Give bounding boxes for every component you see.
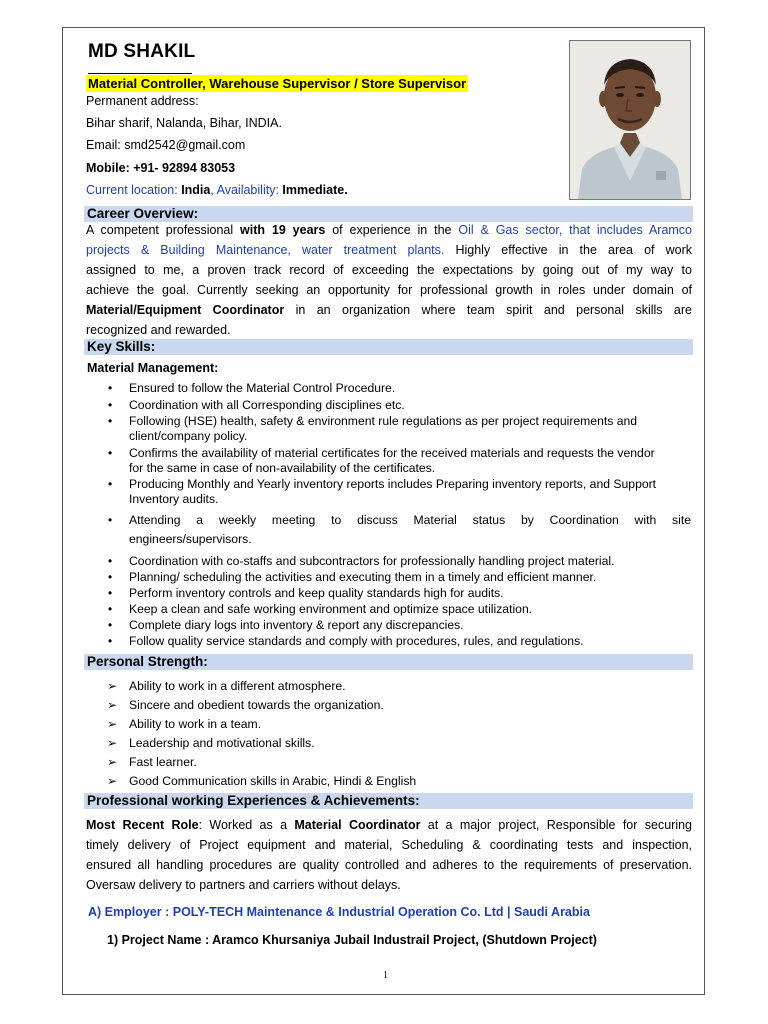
- strength-item: Good Communication skills in Arabic, Hindi & English: [129, 774, 417, 788]
- career-line: A competent professional with 19 years of experience in the Oil & Gas sector, that includes Aramco: [86, 223, 693, 237]
- career-line: Material/Equipment Coordinator in an organization where team spirit and personal skills are: [86, 303, 692, 317]
- skill-item: Planning/ scheduling the activities and executing them in a timely and efficient manner.: [129, 570, 597, 584]
- bullet-icon: •: [108, 398, 113, 412]
- availability-label: , Availability:: [210, 183, 283, 197]
- permanent-address-label: Permanent address:: [86, 94, 199, 108]
- profile-photo: [569, 40, 691, 200]
- arrow-bullet-icon: ➢: [107, 679, 118, 693]
- skill-item-cont: engineers/supervisors.: [129, 532, 252, 546]
- bullet-icon: •: [108, 446, 113, 460]
- recent-role-text: [86, 815, 692, 895]
- bullet-icon: •: [108, 570, 113, 584]
- role-line: ensured all handling procedures are quality controlled and adheres to the requirements of preservation.: [86, 858, 692, 872]
- mobile-line: Mobile: +91- 92894 83053: [86, 161, 236, 175]
- arrow-bullet-icon: ➢: [107, 717, 118, 731]
- strength-item: Sincere and obedient towards the organization.: [129, 698, 384, 712]
- skill-item: Producing Monthly and Yearly inventory reports includes Preparing inventory reports, and Support: [129, 477, 657, 491]
- section-personal-strength: Personal Strength:: [84, 654, 693, 670]
- skill-item: Perform inventory controls and keep quality standards high for audits.: [129, 586, 504, 600]
- career-line: assigned to me, a proven track record of exceeding the expectations by going out of my way to: [86, 263, 692, 277]
- bullet-icon: •: [108, 381, 113, 395]
- section-career-overview: Career Overview:: [84, 206, 693, 222]
- arrow-bullet-icon: ➢: [107, 774, 118, 788]
- strength-item: Fast learner.: [129, 755, 197, 769]
- career-line: recognized and rewarded.: [86, 323, 231, 337]
- arrow-bullet-icon: ➢: [107, 736, 118, 750]
- bullet-icon: •: [108, 554, 113, 568]
- skill-item-cont: for the same in case of non-availability of the certificates.: [129, 461, 436, 475]
- bullet-icon: •: [108, 634, 113, 648]
- job-title: Material Controller, Warehouse Supervisor / Store Supervisor: [88, 76, 467, 91]
- skill-item: Follow quality service standards and comply with procedures, rules, and regulations.: [129, 634, 584, 648]
- skill-item: Coordination with co-staffs and subcontractors for professionally handling project material.: [129, 554, 615, 568]
- skill-item: Attending a weekly meeting to discuss Material status by Coordination with site: [129, 513, 691, 527]
- skill-item-cont: Inventory audits.: [129, 492, 219, 506]
- skill-item: Keep a clean and safe working environment and optimize space utilization.: [129, 602, 533, 616]
- bullet-icon: •: [108, 513, 113, 527]
- skill-item: Ensured to follow the Material Control Procedure.: [129, 381, 396, 395]
- current-location-value: India: [181, 183, 211, 197]
- career-overview-text: [86, 220, 692, 340]
- strength-item: Ability to work in a different atmosphere.: [129, 679, 346, 693]
- skill-item-cont: client/company policy.: [129, 429, 248, 443]
- email-line: Email: smd2542@gmail.com: [86, 138, 246, 152]
- strength-item: Ability to work in a team.: [129, 717, 262, 731]
- bullet-icon: •: [108, 618, 113, 632]
- section-key-skills: Key Skills:: [84, 339, 693, 355]
- project-line: 1) Project Name : Aramco Khursaniya Jubail Industrail Project, (Shutdown Project): [107, 933, 597, 947]
- name-underline: [88, 73, 192, 74]
- role-line: Most Recent Role: Worked as a Material Coordinator at a major project, Responsible for securing: [86, 818, 692, 832]
- current-location-label: Current location:: [86, 183, 182, 197]
- portrait-illustration: [570, 41, 690, 199]
- material-management-heading: Material Management:: [87, 361, 219, 375]
- arrow-bullet-icon: ➢: [107, 755, 118, 769]
- strength-item: Leadership and motivational skills.: [129, 736, 315, 750]
- bullet-icon: •: [108, 414, 113, 428]
- skill-item: Confirms the availability of material certificates for the received materials and requests the vendor: [129, 446, 655, 460]
- employer-line: A) Employer : POLY-TECH Maintenance & Industrial Operation Co. Ltd | Saudi Arabia: [88, 905, 590, 919]
- candidate-name: MD SHAKIL: [88, 41, 196, 62]
- section-experience: Professional working Experiences & Achievements:: [84, 793, 693, 809]
- career-line: projects & Building Maintenance, water treatment plants. Highly effective in the area of work: [86, 243, 693, 257]
- arrow-bullet-icon: ➢: [107, 698, 118, 712]
- role-line: Oversaw delivery to partners and carriers without delays.: [86, 878, 401, 892]
- skill-item: Coordination with all Corresponding disciplines etc.: [129, 398, 405, 412]
- role-line: timely delivery of Project equipment and material, Scheduling & coordinating tests and inspection,: [86, 838, 692, 852]
- address: Bihar sharif, Nalanda, Bihar, INDIA.: [86, 116, 282, 130]
- location-availability: [86, 183, 348, 198]
- skill-item: Following (HSE) health, safety & environment rule regulations as per project requirements and: [129, 414, 638, 428]
- skill-item: Complete diary logs into inventory & report any discrepancies.: [129, 618, 464, 632]
- bullet-icon: •: [108, 477, 113, 491]
- page-number: 1: [383, 970, 388, 981]
- career-line: achieve the goal. Currently seeking an opportunity for professional growth in roles under domain of: [86, 283, 692, 297]
- bullet-icon: •: [108, 602, 113, 616]
- bullet-icon: •: [108, 586, 113, 600]
- availability-value: Immediate.: [282, 183, 348, 197]
